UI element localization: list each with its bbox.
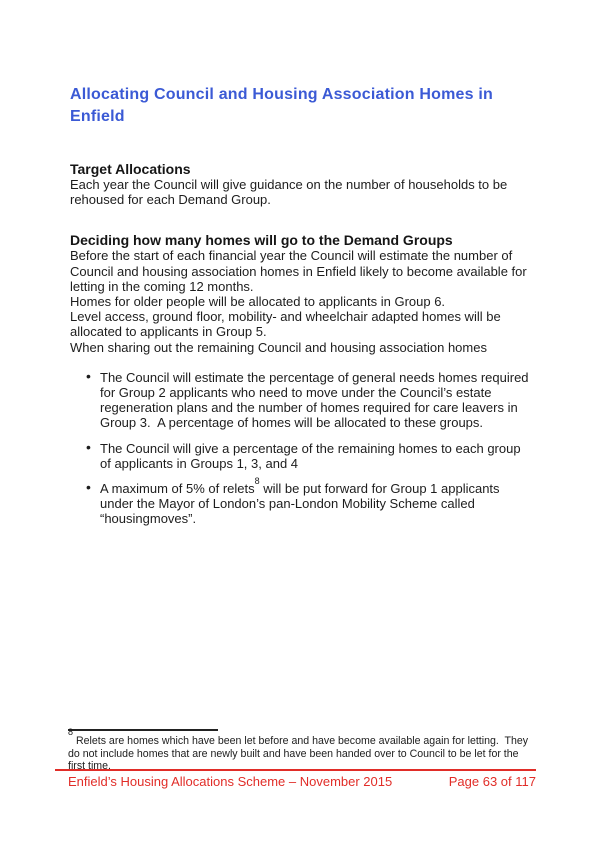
footnote-marker-8: 8: [68, 727, 74, 738]
document-title: Allocating Council and Housing Association Homes in Enfield: [70, 86, 493, 125]
footer-red-rule: [55, 769, 536, 771]
heading-deciding-homes: Deciding how many homes will go to the Demand Groups: [70, 232, 453, 249]
heading-target-allocations: Target Allocations: [70, 161, 191, 177]
bullet-item-relets: [70, 475, 535, 527]
footnote-separator-line: [68, 729, 218, 731]
bullet-list: [70, 370, 535, 527]
bullet-relets-post: will be put forward for Group 1 applicants under the Mayor of London’s pan-London Mobility Scheme called “housingmoves”.: [100, 481, 504, 527]
page-footer: [68, 774, 536, 790]
footnote-text: Relets are homes which have been let before and have become available again for letting. They do not include homes that are newly built and have been handed over to Council to be let for the first time.: [68, 735, 531, 773]
footnote-reference-8: 8: [254, 475, 260, 486]
paragraph-guidance: Each year the Council will give guidance on the number of households to be rehoused for each Demand Group.: [70, 177, 511, 208]
paragraph-level-access: Level access, ground floor, mobility- and wheelchair adapted homes will be allocated to applicants in Group 5.: [70, 309, 505, 340]
paragraph-older-people: Homes for older people will be allocated to applicants in Group 6.: [70, 294, 446, 310]
paragraph-when-sharing: When sharing out the remaining Council and housing association homes: [70, 339, 487, 355]
footer-document-title: Enfield’s Housing Allocations Scheme – November 2015: [68, 774, 393, 789]
paragraph-before-start: Before the start of each financial year the Council will estimate the number of Council and housing association homes in Enfield likely to become available for letting in the coming 12 months.: [70, 248, 531, 294]
footnote: [68, 727, 538, 773]
bullet-item-estimate-percentage: • The Council will estimate the percentage of general needs homes required for Group 2 applicants who need to move under the Council’s estate regeneration plans and the number of homes required for care leavers in Group 3. A percentage of homes will be allocated to these groups.: [70, 370, 535, 431]
bullet-relets-pre: A maximum of 5% of relets: [100, 481, 255, 497]
footer-page-number: Page 63 of 117: [448, 774, 536, 789]
bullet-item-give-percentage: • The Council will give a percentage of the remaining homes to each group of applicants in Groups 1, 3, and 4: [70, 441, 535, 471]
